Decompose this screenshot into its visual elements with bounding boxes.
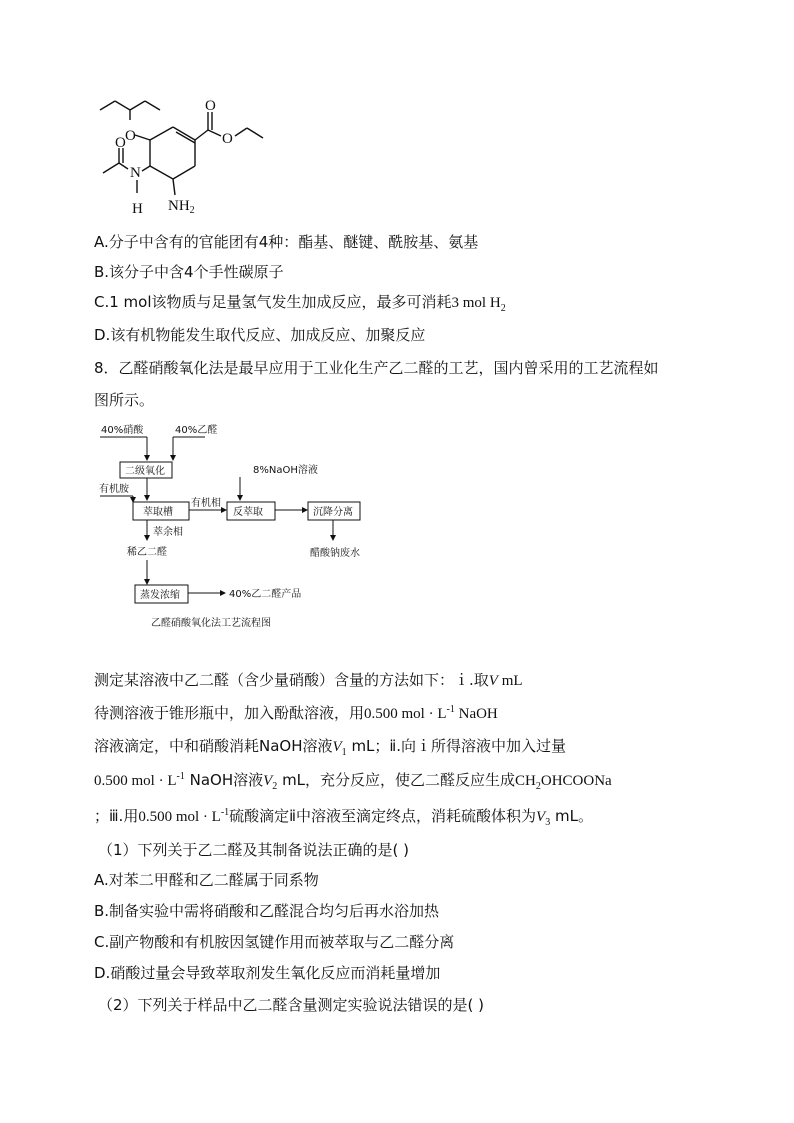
label-waste-water: 醋酸钠废水 xyxy=(310,548,360,559)
method-line-3: 溶液滴定，中和硝酸消耗NaOH溶液$V_1$ mL；ⅱ.向ｉ所得溶液中加入过量 xyxy=(94,737,567,758)
box-evaporation: 蒸发浓缩 xyxy=(140,590,180,601)
chemical-structure xyxy=(95,92,275,222)
subquestion-1: （1）下列关于乙二醛及其制备说法正确的是( ) xyxy=(98,841,410,859)
method-line-1: 测定某溶液中乙二醛（含少量硝酸）含量的方法如下：ｉ.取V mL xyxy=(94,671,523,689)
label-organic-phase: 有机相 xyxy=(191,498,221,509)
atom-o-amide: O xyxy=(115,135,126,151)
atom-nh2: $NH_2$ xyxy=(168,198,195,216)
atom-n: N xyxy=(130,165,141,181)
label-product: 40%乙二醛产品 xyxy=(229,589,302,600)
process-flowchart xyxy=(95,420,395,635)
method-line-4: 0.500 mol · $L^{-1}$ NaOH溶液$V_2$ mL，充分反应，使乙二醛反应生成$CH_2OHCOONa$ xyxy=(94,771,612,792)
option-1d: D.硝酸过量会导致萃取剂发生氧化反应而消耗量增加 xyxy=(94,964,441,982)
label-naoh: 8%NaOH溶液 xyxy=(253,465,318,476)
method-line-2: 待测溶液于锥形瓶中，加入酚酞溶液，用0.500 mol · $L^{-1}$ NaOH xyxy=(94,704,498,722)
flowchart-caption: 乙醛硝酸氧化法工艺流程图 xyxy=(151,618,271,629)
box-extraction: 萃取槽 xyxy=(143,507,173,518)
option-1b: B.制备实验中需将硝酸和乙醛混合均匀后再水浴加热 xyxy=(94,902,440,920)
label-nitric-acid: 40%硝酸 xyxy=(101,425,144,436)
label-acetaldehyde: 40%乙醛 xyxy=(175,425,218,436)
atom-o-ester: O xyxy=(222,131,233,147)
label-dilute-glyoxal: 稀乙二醛 xyxy=(127,547,167,558)
option-7c: C.1 mol该物质与足量氢气发生加成反应，最多可消耗3 mol $H_2$ xyxy=(94,293,506,314)
option-7a: A.分子中含有的官能团有4种：酯基、醚键、酰胺基、氨基 xyxy=(94,233,479,251)
option-1a: A.对苯二甲醛和乙二醛属于同系物 xyxy=(94,871,319,889)
question-8-intro: 8．乙醛硝酸氧化法是最早应用于工业化生产乙二醛的工艺，国内曾采用的工艺流程如 xyxy=(94,359,659,377)
question-8-intro-cont: 图所示。 xyxy=(94,391,155,409)
subquestion-2: （2）下列关于样品中乙二醛含量测定实验说法错误的是( ) xyxy=(98,996,485,1014)
label-organic-amine: 有机胺 xyxy=(99,484,129,495)
atom-h: H xyxy=(132,201,143,217)
atom-o-carbonyl: O xyxy=(205,98,216,114)
option-1c: C.副产物酸和有机胺因氢键作用而被萃取与乙二醛分离 xyxy=(94,933,455,951)
box-back-extraction: 反萃取 xyxy=(233,507,263,518)
atom-o-ether: O xyxy=(125,128,136,144)
option-7d: D.该有机物能发生取代反应、加成反应、加聚反应 xyxy=(94,326,426,344)
box-oxidation: 二级氧化 xyxy=(125,466,165,477)
option-7b: B.该分子中含4个手性碳原子 xyxy=(94,263,284,281)
method-line-5: ；ⅲ.用0.500 mol · $L^{-1}$硫酸滴定ⅱ中溶液至滴定终点，消耗硫酸体积为$V_3$ mL。 xyxy=(94,807,593,828)
label-raffinate: 萃余相 xyxy=(153,527,183,538)
box-settling: 沉降分离 xyxy=(313,507,353,518)
